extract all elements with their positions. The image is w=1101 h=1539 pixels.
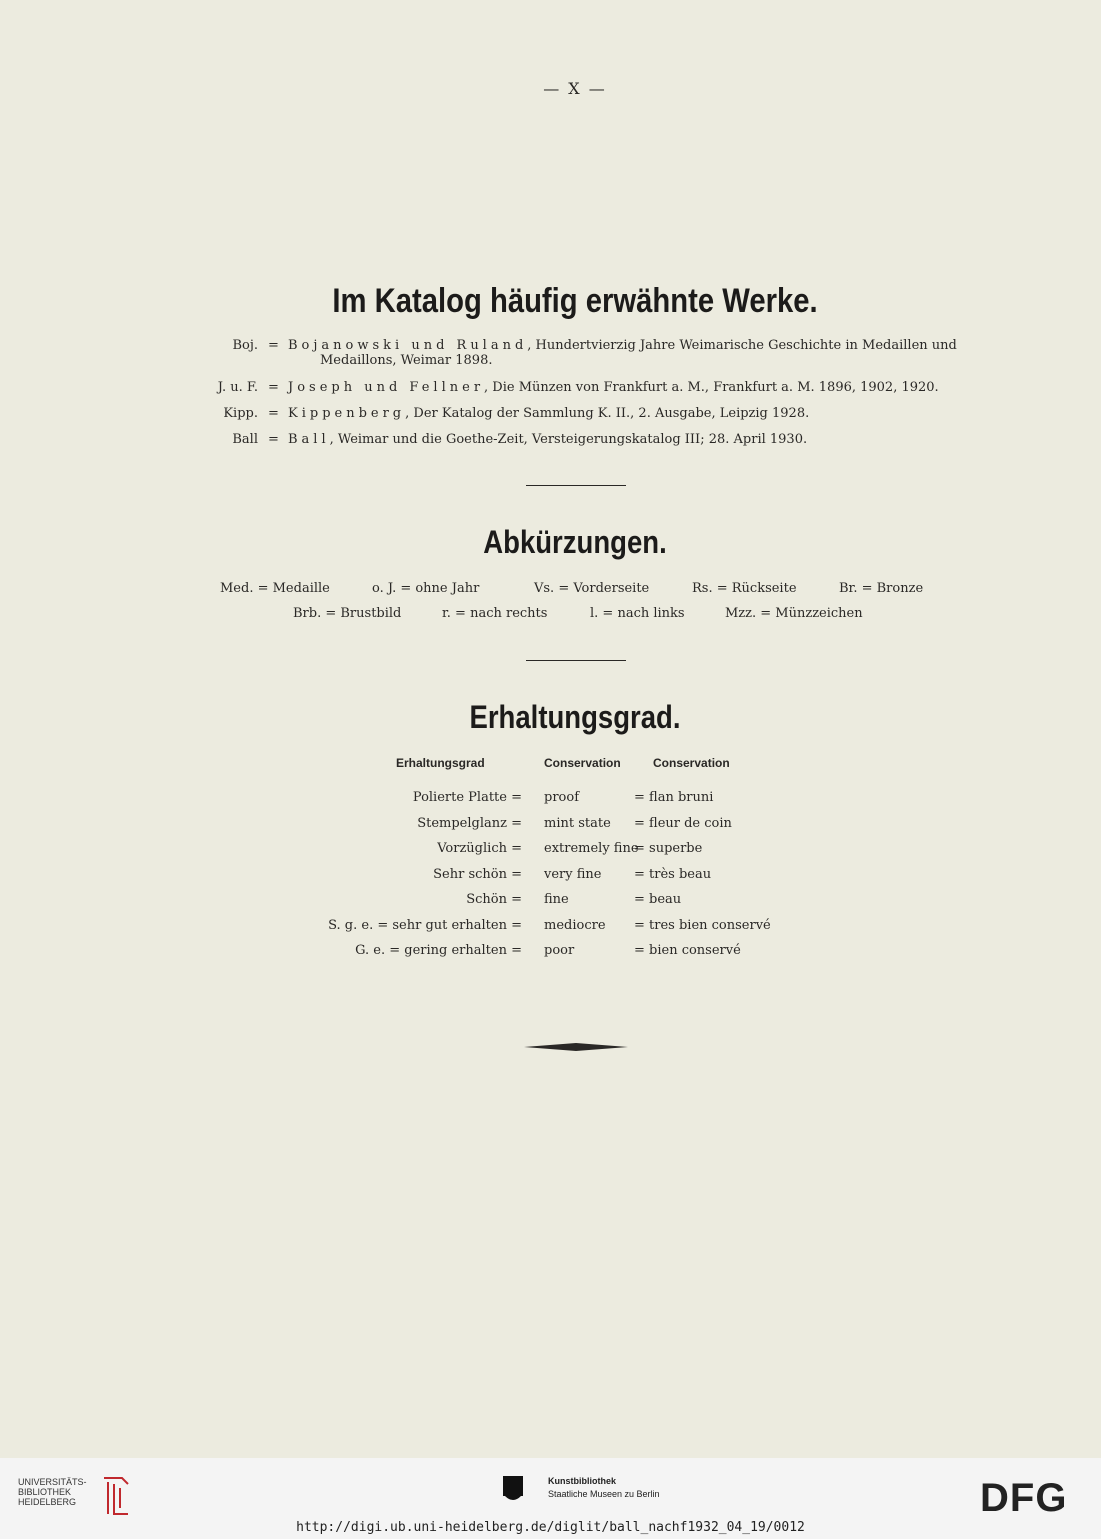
table-row (0, 816, 1101, 834)
grade-fr: = très beau (634, 867, 712, 882)
grade-de: S. g. e. = sehr gut erhalten = (328, 918, 522, 933)
grade-de: Sehr schön = (433, 867, 522, 882)
abbr-l: l. = nach links (590, 606, 685, 621)
table-row (0, 867, 1101, 885)
grade-en: poor (544, 943, 575, 958)
grade-fr: = bien conservé (634, 943, 741, 958)
ref-boj-cont: Medaillons, Weimar 1898. (320, 353, 493, 368)
abbr-rs: Rs. = Rückseite (692, 581, 797, 596)
grade-en: proof (544, 790, 580, 805)
grade-en: very fine (544, 867, 602, 882)
page-number: — X — (543, 79, 607, 98)
dfg-logo: DFG (980, 1476, 1068, 1520)
scanned-page: — X — Im Katalog häufig erwähnte Werke. Boj. = Bojanowski und Ruland, Hundertvierzig Jahre Weimarische Geschichte in Medaillen und Medaillons, Weimar 1898. J. u. F. = Joseph und Fellner, Die Münzen von Frankfurt a. M., Frankfurt a. M. 1896, 1902, 1920. Kipp. = Kippenberg, Der Katalog der Sammlung K. II., 2. Ausgabe, Leipzig 1928. Ball = Ball, Weimar und die Goethe-Zeit, Versteigerungskatalog III; 28. April 1930. Abkürzungen. Med. = Medaille o. J. = ohne Jahr Vs. = Vorderseite Rs. = Rückseite Br. = Bronze Brb. = Brustbild r. = nach rechts l. = nach links Mzz. = Münzzeichen Erhaltungsgrad. Erhaltungsgrad Conservation Conservation Polierte Platte = proof = flan bruni Stempelglanz = mint state = fleur de coin Vorzüglich = extremely fine = superbe Sehr schön = very fine = très beau Schön = fine = beau S. g. e. = sehr gut erhalten = mediocre = tres bien conservé G. e. = gering erhalten = poor = bien conservé (0, 0, 1101, 1458)
col-header-en: Conservation (544, 756, 621, 770)
ref-text: , Hundertvierzig Jahre Weimarische Geschichte in Medaillen und (527, 338, 957, 353)
grade-fr: = beau (634, 892, 682, 907)
grade-de: G. e. = gering erhalten = (355, 943, 522, 958)
end-ornament (524, 1041, 628, 1053)
kunstbibliothek-logo-icon (503, 1476, 523, 1504)
ref-key: Ball (232, 432, 258, 447)
ref-key: Kipp. (223, 406, 258, 421)
divider (526, 485, 626, 486)
heading-works: Im Katalog häufig erwähnte Werke. (332, 282, 818, 320)
ub-heidelberg-label: UNIVERSITÄTS- BIBLIOTHEK HEIDELBERG (18, 1477, 87, 1507)
table-row (0, 790, 1101, 808)
table-row (0, 943, 1101, 961)
grade-en: extremely fine (544, 841, 639, 856)
grade-fr: = superbe (634, 841, 703, 856)
ref-author: Joseph und Fellner (288, 380, 485, 395)
abbr-mzz: Mzz. = Münzzeichen (725, 606, 863, 621)
grade-de: Schön = (466, 892, 522, 907)
heading-conservation: Erhaltungsgrad. (469, 699, 681, 735)
ref-author: Kippenberg (288, 406, 406, 421)
grade-fr: = tres bien conservé (634, 918, 771, 933)
abbr-br: Br. = Bronze (839, 581, 924, 596)
abbr-vs: Vs. = Vorderseite (534, 581, 650, 596)
col-header-fr: Conservation (653, 756, 730, 770)
kunstbibliothek-label: Kunstbibliothek Staatliche Museen zu Berlin (548, 1476, 660, 1499)
grade-fr: = flan bruni (634, 790, 714, 805)
ref-key: J. u. F. (217, 380, 258, 395)
grade-de: Vorzüglich = (437, 841, 522, 856)
ref-author: Bojanowski und Ruland (288, 338, 528, 353)
table-row (0, 892, 1101, 910)
source-url[interactable]: http://digi.ub.uni-heidelberg.de/diglit/ball_nachf1932_04_19/0012 (296, 1520, 805, 1535)
heading-abbreviations: Abkürzungen. (483, 524, 667, 560)
abbr-oj: o. J. = ohne Jahr (372, 581, 480, 596)
grade-en: fine (544, 892, 569, 907)
divider (526, 660, 626, 661)
col-header-de: Erhaltungsgrad (396, 756, 485, 770)
grade-en: mediocre (544, 918, 606, 933)
grade-de: Polierte Platte = (412, 790, 522, 805)
grade-fr: = fleur de coin (634, 816, 732, 831)
ref-author: Ball (288, 432, 330, 447)
ref-text: , Weimar und die Goethe-Zeit, Versteigerungskatalog III; 28. April 1930. (329, 432, 808, 447)
grade-de: Stempelglanz = (417, 816, 522, 831)
ref-key: Boj. (232, 338, 258, 353)
grade-en: mint state (544, 816, 611, 831)
abbr-r: r. = nach rechts (442, 606, 548, 621)
ub-logo-icon (98, 1474, 134, 1518)
table-row (0, 918, 1101, 936)
ref-text: , Die Münzen von Frankfurt a. M., Frankfurt a. M. 1896, 1902, 1920. (484, 380, 939, 395)
abbr-brb: Brb. = Brustbild (293, 606, 402, 621)
table-row (0, 841, 1101, 859)
abbr-med: Med. = Medaille (220, 581, 330, 596)
ref-text: , Der Katalog der Sammlung K. II., 2. Ausgabe, Leipzig 1928. (405, 406, 810, 421)
